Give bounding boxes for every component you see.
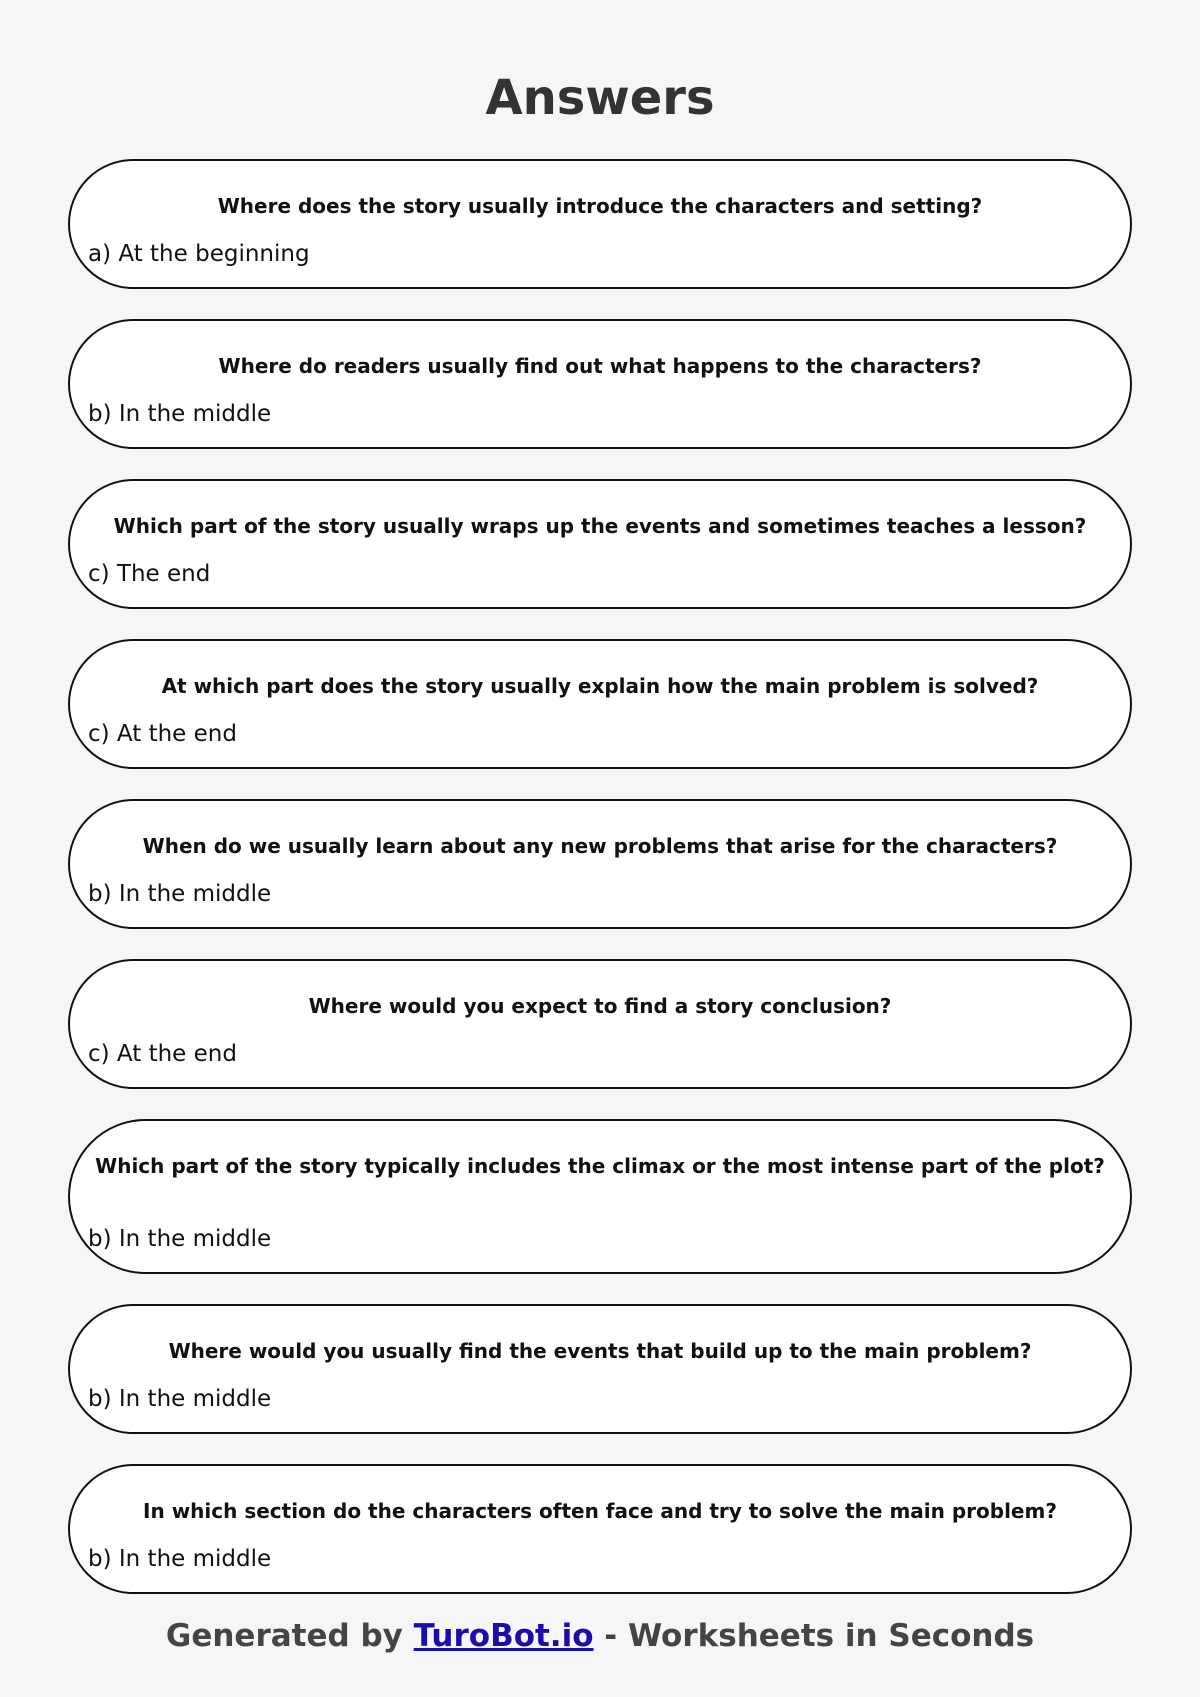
footer	[0, 1616, 1200, 1656]
answer-card-8	[68, 1304, 1132, 1434]
question-text: At which part does the story usually explain how the main problem is solved?	[161, 674, 1039, 698]
footer-prefix: Generated by	[165, 1618, 414, 1654]
answer-text: b) In the middle	[88, 881, 272, 907]
answer-card-4	[68, 639, 1132, 769]
answer-card-9	[68, 1464, 1132, 1594]
answer-card-6	[68, 959, 1132, 1089]
question-text: Where do readers usually find out what happens to the characters?	[218, 354, 982, 378]
answer-card-7	[68, 1119, 1132, 1274]
question-text: In which section do the characters often face and try to solve the main problem?	[143, 1499, 1057, 1523]
question-text: Where would you usually find the events that build up to the main problem?	[168, 1339, 1032, 1363]
answer-text: c) At the end	[88, 1041, 237, 1067]
answer-text: c) The end	[88, 561, 211, 587]
answer-text: b) In the middle	[88, 1386, 272, 1412]
question-text: Where does the story usually introduce the characters and setting?	[217, 194, 983, 218]
answer-card-5	[68, 799, 1132, 929]
answer-text: c) At the end	[88, 721, 237, 747]
question-text: Which part of the story usually wraps up the events and sometimes teaches a lesson?	[113, 514, 1087, 538]
answer-card-2	[68, 319, 1132, 449]
answer-list	[68, 159, 1132, 1624]
answer-text: b) In the middle	[88, 401, 272, 427]
page-title: Answers	[485, 70, 715, 126]
answer-text: b) In the middle	[88, 1546, 272, 1572]
answer-card-3	[68, 479, 1132, 609]
answer-text: a) At the beginning	[88, 241, 310, 267]
question-text: When do we usually learn about any new problems that arise for the characters?	[142, 834, 1058, 858]
question-text: Which part of the story typically includes the climax or the most intense part of the plot?	[95, 1154, 1105, 1178]
question-text: Where would you expect to find a story conclusion?	[308, 994, 892, 1018]
footer-suffix: - Worksheets in Seconds	[593, 1618, 1035, 1654]
answer-card-1	[68, 159, 1132, 289]
answer-text: b) In the middle	[88, 1226, 272, 1252]
turobot-link[interactable]: TuroBot.io	[413, 1618, 594, 1654]
